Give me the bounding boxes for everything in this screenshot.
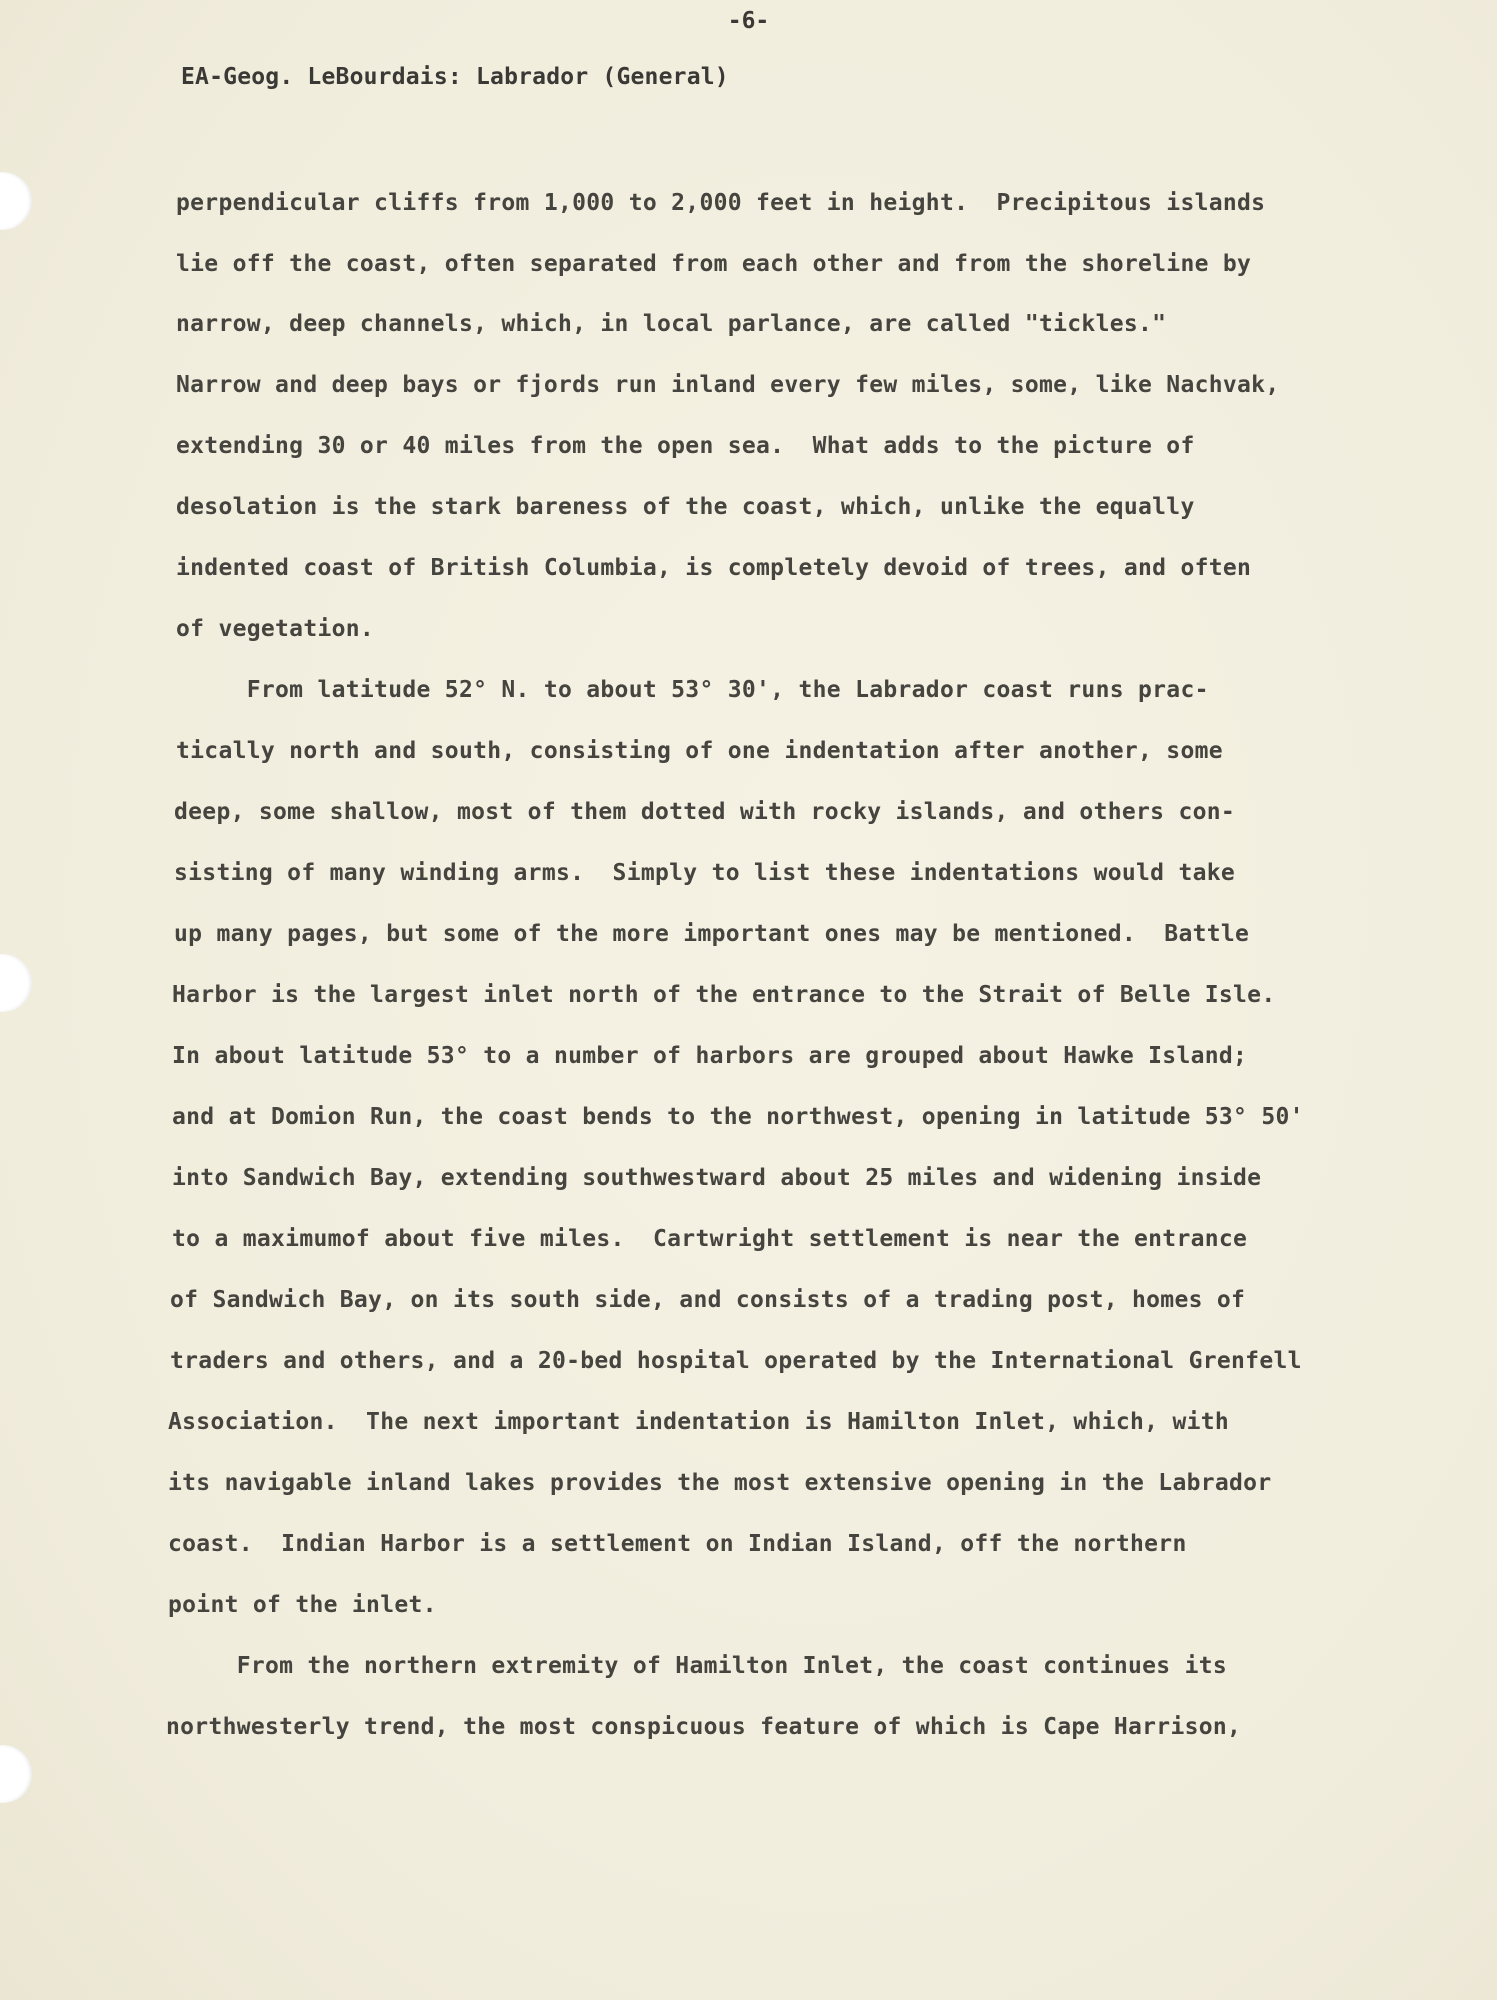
text-line: desolation is the stark bareness of the coast, which, unlike the equally [176, 494, 1195, 520]
text-line: tically north and south, consisting of one indentation after another, some [176, 738, 1223, 764]
text-line: point of the inlet. [168, 1592, 437, 1618]
text-line: Harbor is the largest inlet north of the entrance to the Strait of Belle Isle. [172, 982, 1276, 1008]
text-line: lie off the coast, often separated from each other and from the shoreline by [176, 251, 1252, 277]
punch-hole [0, 1745, 32, 1803]
text-line: perpendicular cliffs from 1,000 to 2,000 feet in height. Precipitous islands [176, 190, 1266, 216]
document-header: EA-Geog. LeBourdais: Labrador (General) [181, 64, 729, 90]
text-line: of Sandwich Bay, on its south side, and consists of a trading post, homes of [170, 1287, 1246, 1313]
text-line: to a maximumof about five miles. Cartwright settlement is near the entrance [172, 1226, 1248, 1252]
text-line: traders and others, and a 20-bed hospital operated by the International Grenfell [170, 1348, 1302, 1374]
text-line: extending 30 or 40 miles from the open sea. What adds to the picture of [176, 433, 1195, 459]
text-line: Narrow and deep bays or fjords run inland every few miles, some, like Nachvak, [176, 372, 1280, 398]
text-line: into Sandwich Bay, extending southwestward about 25 miles and widening inside [172, 1165, 1262, 1191]
text-line: and at Domion Run, the coast bends to the northwest, opening in latitude 53° 50' [172, 1104, 1304, 1130]
punch-hole [0, 172, 32, 230]
text-line: indented coast of British Columbia, is completely devoid of trees, and often [176, 555, 1252, 581]
text-line: northwesterly trend, the most conspicuous feature of which is Cape Harrison, [166, 1714, 1242, 1740]
text-line: In about latitude 53° to a number of harbors are grouped about Hawke Island; [172, 1043, 1248, 1069]
text-line: its navigable inland lakes provides the most extensive opening in the Labrador [168, 1470, 1272, 1496]
text-line: coast. Indian Harbor is a settlement on Indian Island, off the northern [168, 1531, 1187, 1557]
punch-hole [0, 954, 32, 1012]
text-line: of vegetation. [176, 616, 375, 642]
text-line: up many pages, but some of the more important ones may be mentioned. Battle [174, 921, 1250, 947]
page-number: -6- [727, 8, 770, 34]
text-line: Association. The next important indentation is Hamilton Inlet, which, with [168, 1409, 1230, 1435]
text-line: From latitude 52° N. to about 53° 30', the Labrador coast runs prac- [176, 677, 1209, 703]
text-line: From the northern extremity of Hamilton Inlet, the coast continues its [166, 1653, 1228, 1679]
text-line: deep, some shallow, most of them dotted with rocky islands, and others con- [174, 799, 1236, 825]
text-line: narrow, deep channels, which, in local parlance, are called "tickles." [176, 311, 1167, 337]
text-line: sisting of many winding arms. Simply to list these indentations would take [174, 860, 1236, 886]
